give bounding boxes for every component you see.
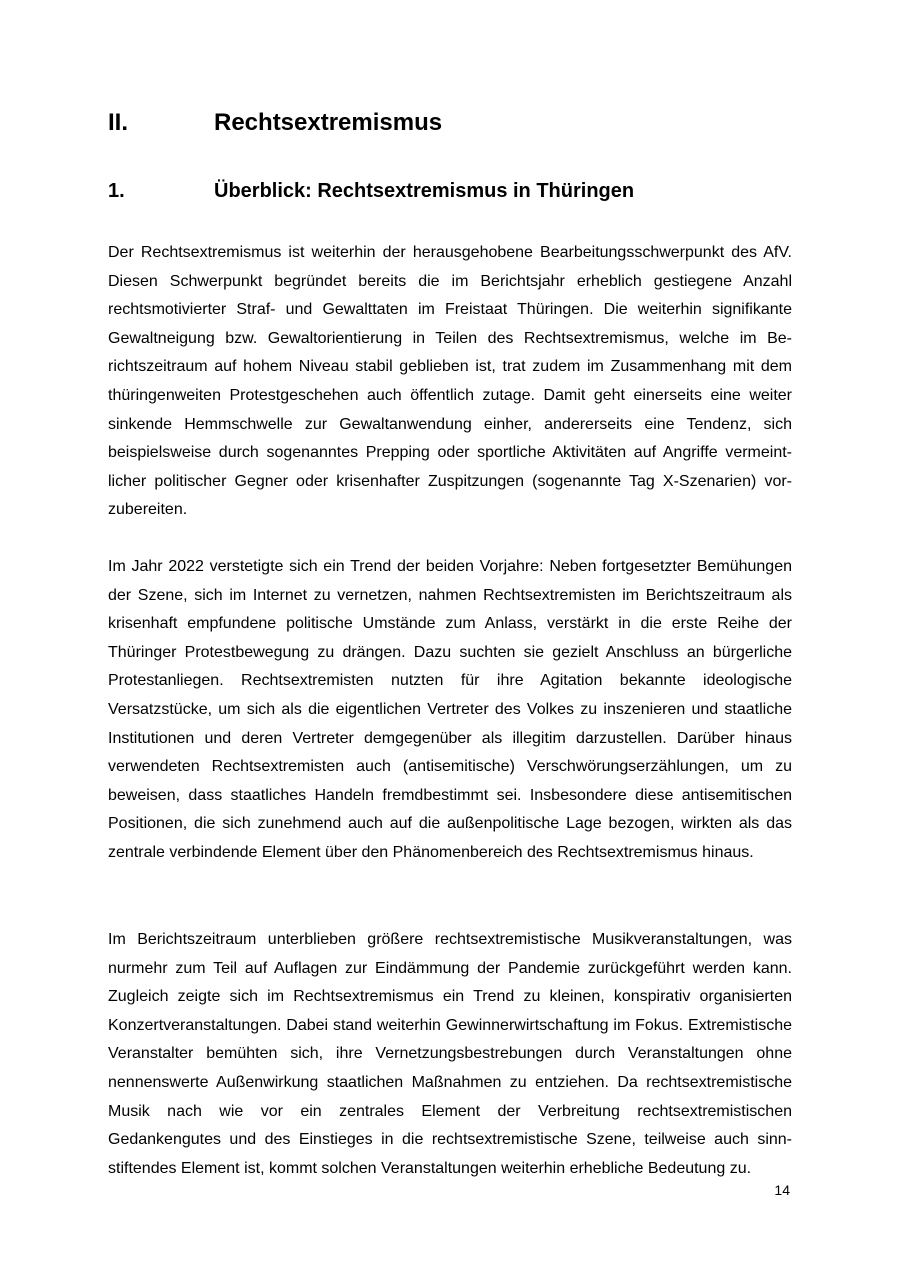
chapter-title: Rechtsextremismus (214, 109, 443, 136)
section-heading (108, 177, 792, 205)
paragraph-trend-2022: Im Jahr 2022 verstetigte sich ein Trend der beiden Vorjahre: Neben fortgesetzter Bemühungen der Szene, sich im Internet zu vernetzen, nahmen Rechtsextremisten im Berichtszeitraum als krisenhaft empfundene politische Umstände zum Anlass, verstärkt in die erste Reihe der Thüringer Protestbewegung zu drängen. Dazu suchten sie gezielt Anschluss an bürgerliche Protestanliegen. Rechtsextremisten nutzten für ihre Agitation bekannte ideologische Versatzstücke, um sich als die eigentlichen Vertreter des Volkes zu inszenieren und staatliche Institutionen und deren Vertreter demgegenüber als illegitim darzustellen. Darüber hinaus verwendeten Rechtsextremisten auch (antisemitische) Verschwörungserzählungen, um zu beweisen, dass staatliches Handeln fremdbestimmt sei. Insbesondere diese antisemitischen Positionen, die sich zunehmend auch auf die außenpolitische Lage bezogen, wirkten als das zentrale verbindende Element über den Phänomenbereich des Rechtsextremismus hinaus. (108, 558, 792, 861)
paragraph-music-events: Im Berichtszeitraum unterblieben größere rechtsextremistische Musikveranstaltungen, was nurmehr zum Teil auf Auflagen zur Eindämmung der Pandemie zurückgeführt werden kann. Zugleich zeigte sich im Rechtsextremismus ein Trend zu kleinen, konspirativ organisierten Konzertveranstaltungen. Dabei stand weiterhin Gewinnerwirtschaftung im Fokus. Extremistische Veranstalter bemühten sich, ihre Vernetzungsbestrebungen durch Veranstaltungen ohne nennenswerte Außenwirkung staatlichen Maßnahmen zu entziehen. Da rechtsextremistische Musik nach wie vor ein zentrales Element der Verbreitung rechtsextremistischen Gedankengutes und des Einstieges in die rechtsextremistische Szene, teilweise auch sinnstiftendes Element ist, kommt solchen Veranstaltungen weiterhin erhebliche Bedeutung zu. (108, 931, 792, 1177)
page-number: 14 (774, 1182, 790, 1198)
section-number: 1. (108, 180, 125, 202)
chapter-number: II. (108, 109, 129, 136)
section-title: Überblick: Rechtsextremismus in Thüringen (214, 180, 635, 202)
chapter-heading (108, 107, 792, 139)
paragraph-overview: Der Rechtsextremismus ist weiterhin der herausgehobene Bearbeitungsschwerpunkt des AfV. Diesen Schwerpunkt begründet bereits die im Berichtsjahr erheblich gestiegene Anzahl rechtsmotivierter Straf- und Gewalttaten im Freistaat Thüringen. Die weiterhin signifikante Gewaltneigung bzw. Gewaltorientierung in Teilen des Rechtsextremismus, welche im Berichtszeitraum auf hohem Niveau stabil geblieben ist, trat zudem im Zusammenhang mit dem thüringenweiten Protestgeschehen auch öffentlich zutage. Damit geht einerseits eine weiter sinkende Hemmschwelle zur Gewaltanwendung einher, andererseits eine Tendenz, sich beispielsweise durch sogenanntes Prepping oder sportliche Aktivitäten auf Angriffe vermeintlicher politischer Gegner oder krisenhafter Zuspitzungen (sogenannte Tag X-Szenarien) vorzubereiten. (108, 244, 792, 519)
